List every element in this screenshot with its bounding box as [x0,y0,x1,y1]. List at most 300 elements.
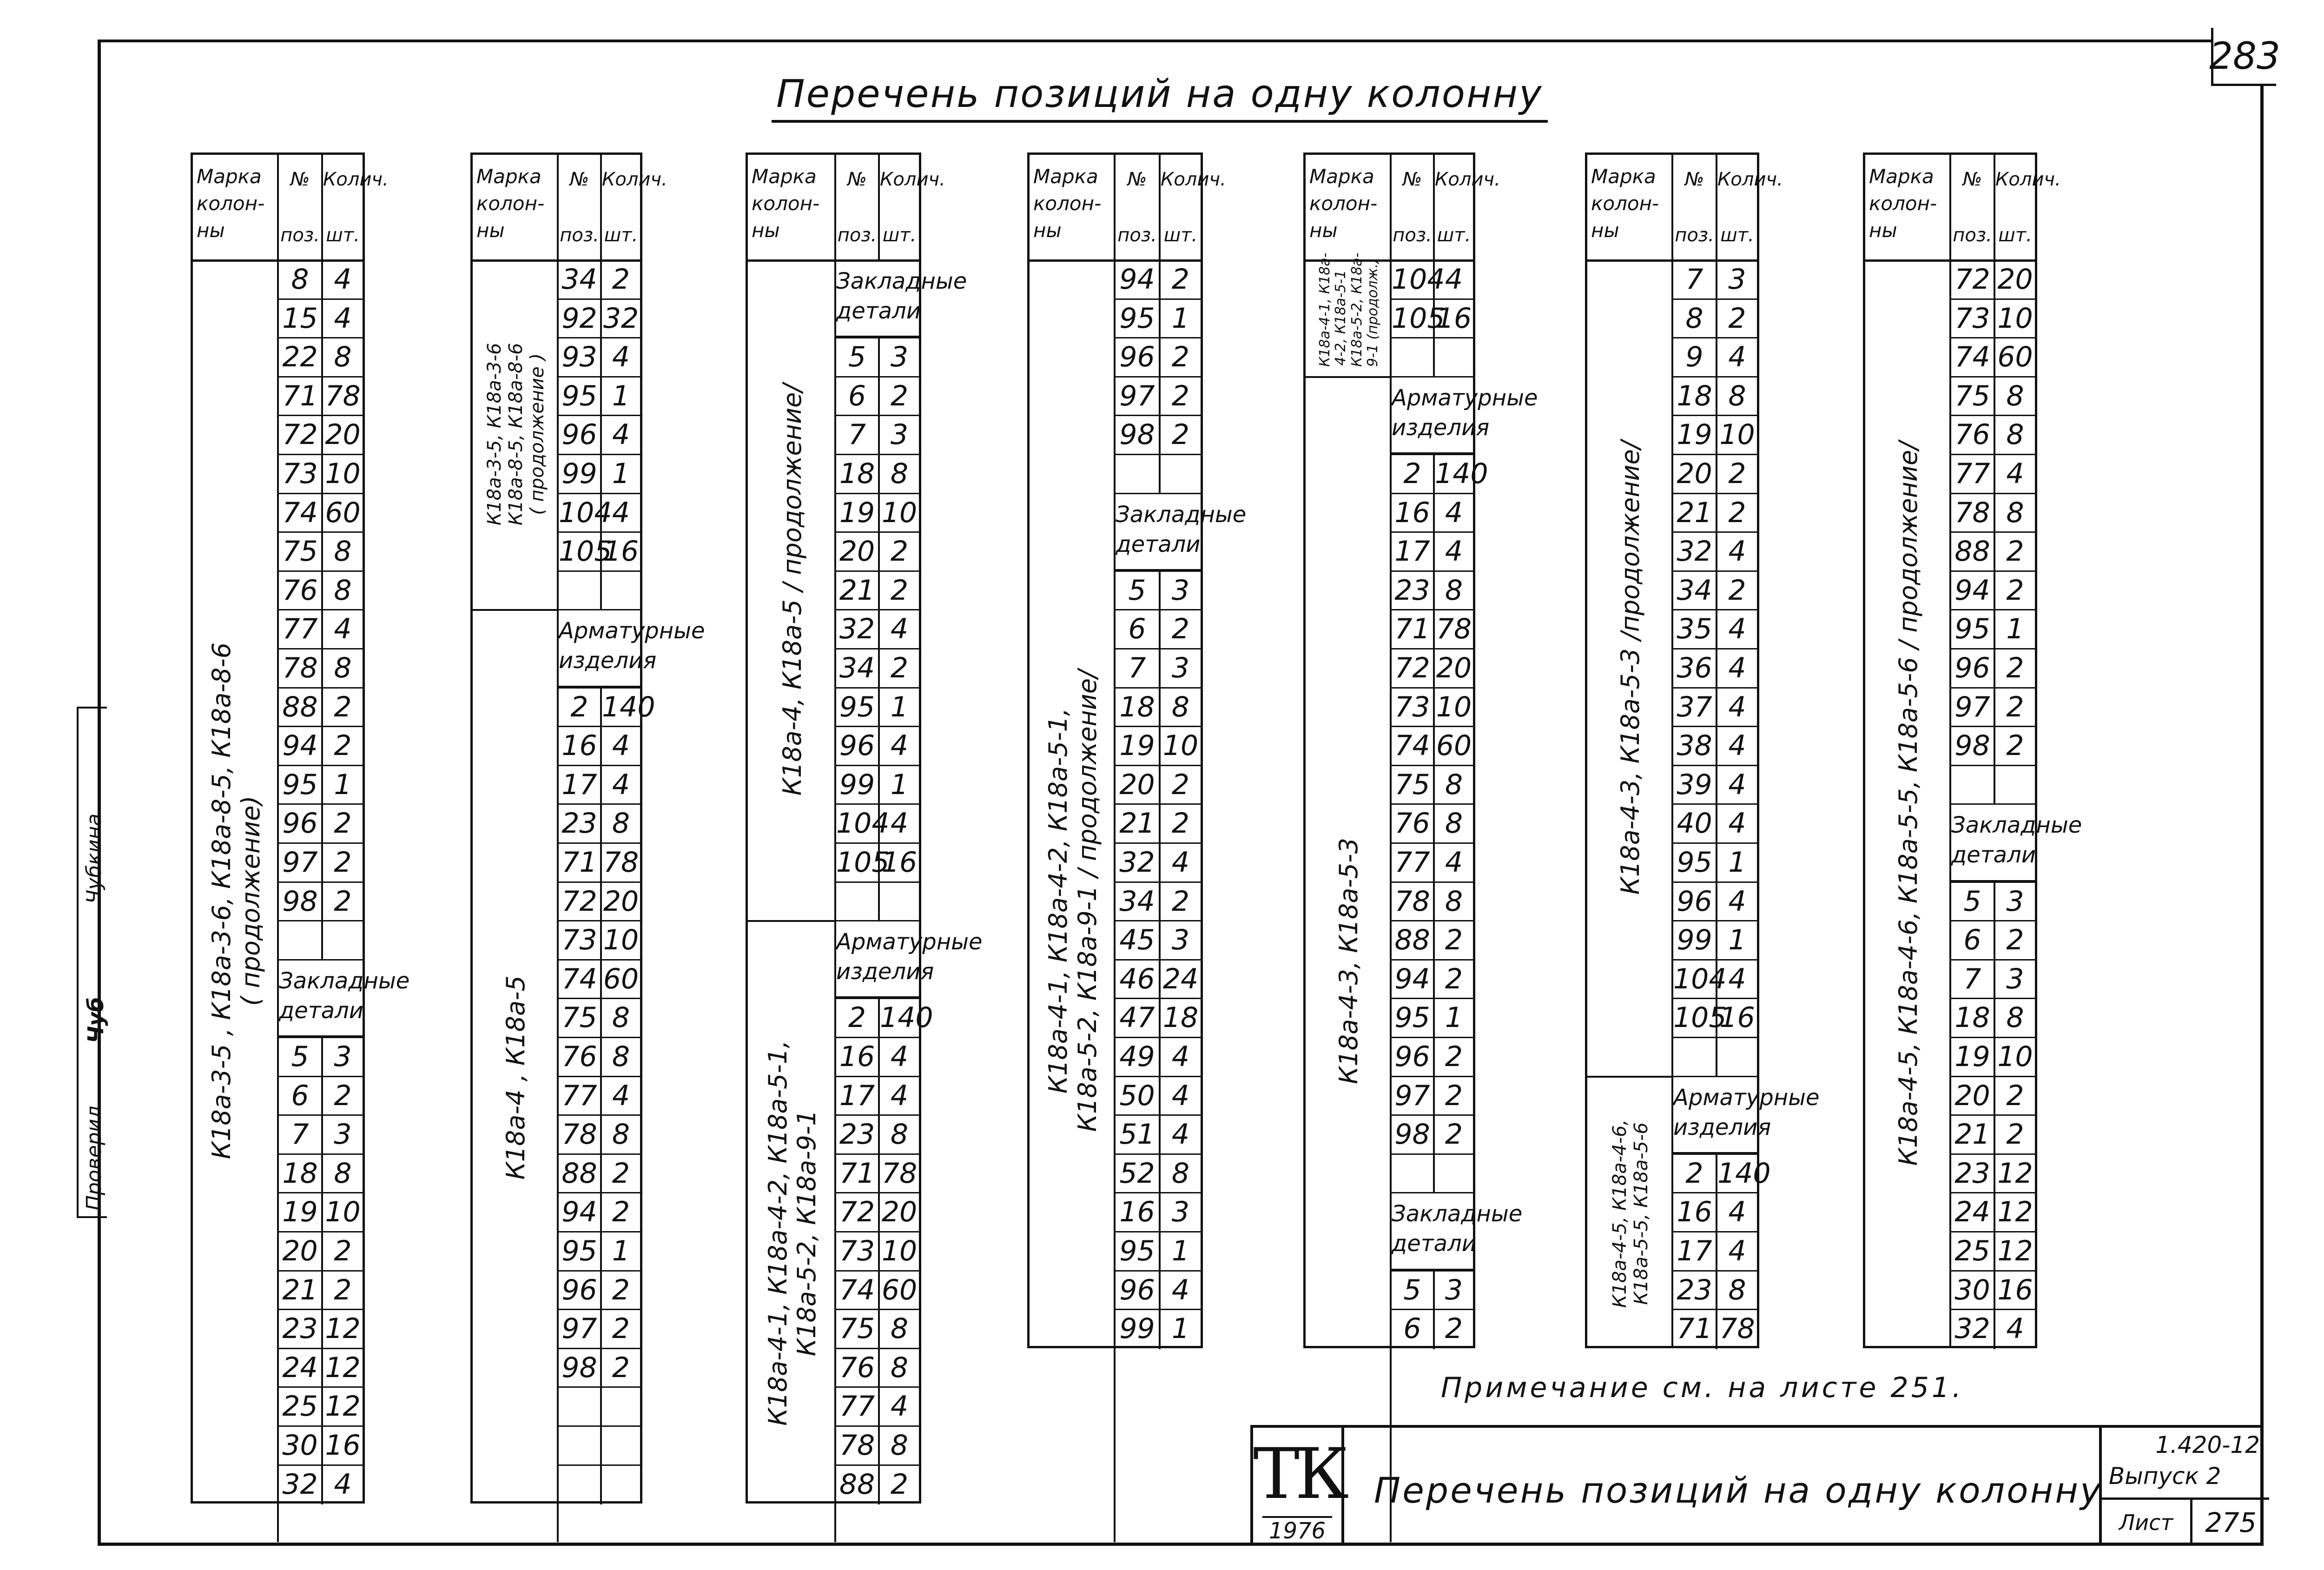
position-number: 76 [279,572,323,611]
table-row [1392,1309,1473,1348]
header-text: Колич. [1161,169,1226,190]
table-row [1951,493,2035,532]
position-number: 24 [279,1349,323,1388]
quantity: 8 [2006,496,2024,529]
position-number: 97 [1392,1077,1435,1116]
header-text: № [1402,169,1422,190]
table-row [1116,298,1201,338]
table-row [1116,415,1201,454]
table-row [1116,1270,1201,1309]
position-number: 73 [836,1232,880,1272]
quantity: 2 [334,846,352,879]
quantity: 20 [1997,263,2033,296]
header-mark [1587,155,1673,259]
header-text: Колич. [323,169,389,190]
quantity: 78 [1719,1312,1755,1345]
position-number: 6 [1392,1310,1435,1349]
quantity [1995,766,2035,805]
quantity: 4 [334,613,352,646]
position-number: 32 [1951,1310,1995,1349]
position-number: 88 [279,689,323,728]
quantity: 2 [1171,379,1190,412]
quantity: 2 [890,535,909,568]
column-mark-group [473,259,559,609]
position-number: 5 [836,338,880,378]
table-row [1673,609,1757,648]
position-number: 99 [836,766,880,805]
position-number: 105 [1392,300,1435,339]
table-row [1951,1309,2035,1348]
quantity: 4 [1445,496,1463,529]
position-number: 73 [559,921,602,961]
header-mark-text: колон- [1591,192,1659,215]
table-row [1951,1076,2035,1115]
position-number: 21 [1116,805,1161,844]
position-number: 78 [836,1427,880,1466]
table-row [836,687,919,726]
table-row [279,920,363,959]
position-number: 72 [279,416,323,455]
table-row [1116,959,1201,998]
table-row [559,1037,640,1076]
issue: Выпуск 2 [2109,1463,2221,1490]
quantity: 1 [2006,613,2024,646]
table-row [1116,687,1201,726]
quantity: 2 [1445,924,1463,957]
position-number: 97 [1951,689,1995,728]
table-row [1951,648,2035,687]
quantity: 8 [612,1040,630,1073]
table-row [559,920,640,959]
position-number: 6 [1951,921,1995,961]
position-table [470,152,705,1504]
table-row [1951,337,2035,376]
quantity: 3 [1171,652,1190,684]
quantity: 8 [1445,574,1463,607]
table-row [279,1464,363,1504]
position-number: 16 [559,727,602,766]
table-row [279,454,363,493]
position-number: 2 [836,999,880,1038]
column-mark-group [1306,376,1392,1542]
table-row [1116,881,1201,921]
column-mark-group [1030,259,1116,1542]
header-mark-text: Марка [197,165,262,188]
table-row [559,1153,640,1192]
quantity: 3 [1171,1196,1190,1229]
quantity: 140 [1435,457,1488,490]
position-number: 35 [1673,610,1717,649]
quantity: 1 [334,768,352,801]
quantity: 78 [881,1157,918,1190]
table-row [836,1192,919,1231]
position-number: 7 [836,416,880,455]
position-number: 52 [1116,1155,1161,1194]
table-row [836,415,919,454]
section-header-line: Закладные [1392,1201,1523,1227]
position-number: 95 [559,1232,602,1272]
table-row [559,1192,640,1231]
quantity: 2 [1728,574,1746,607]
quantity: 60 [1436,729,1472,762]
position-number: 6 [279,1077,323,1116]
quantity [323,921,363,961]
quantity: 12 [325,1351,361,1384]
quantity: 2 [1445,1079,1463,1112]
quantity: 4 [1445,846,1463,879]
quantity: 3 [334,1040,352,1073]
header-text: № [1684,169,1704,190]
quantity: 2 [334,885,352,918]
quantity: 140 [1717,1157,1771,1190]
quantity: 4 [612,496,630,529]
table-row [836,337,919,376]
quantity [880,883,919,922]
table-row [1116,454,1201,493]
table-row [1392,1153,1473,1192]
header-mark-text: Марка [1869,165,1934,188]
position-number: 76 [559,1038,602,1077]
header-mark-text: ны [1033,219,1062,242]
position-table [1303,152,1538,1348]
position-number: 21 [1673,494,1717,533]
column-mark-label: 9-1 (продолж.) [1365,258,1381,367]
quantity: 8 [2006,379,2024,412]
table-row [279,376,363,415]
header-pos [559,155,602,259]
table-row [1673,1270,1757,1309]
position-number: 104 [1673,961,1717,1000]
position-number: 5 [1392,1272,1435,1311]
position-number: 40 [1673,805,1717,844]
section-header-line: Закладные [1116,501,1247,528]
quantity: 20 [881,1196,918,1229]
header-mark [1030,155,1116,259]
quantity [1435,338,1473,378]
quantity: 8 [334,652,352,684]
quantity: 4 [890,1390,909,1423]
position-table [1027,152,1247,1348]
table-row [1392,454,1488,493]
quantity: 4 [1171,846,1190,879]
position-number: 30 [279,1427,323,1466]
position-number: 39 [1673,766,1717,805]
table-row [1116,765,1201,804]
column-mark-label: К18а-4-1, К18а- [1316,252,1333,367]
table-row [1392,881,1473,921]
quantity: 10 [1997,302,2033,335]
table-row [559,1270,640,1309]
quantity: 8 [1445,768,1463,801]
quantity: 2 [1171,885,1190,918]
table-row [559,1076,640,1115]
section-header-line: Арматурные [1392,384,1538,411]
table-row [1116,1231,1201,1270]
table-row [279,1425,363,1464]
header-qty [880,155,945,259]
quantity: 1 [890,768,909,801]
quantity: 4 [1728,807,1746,840]
position-number: 20 [1116,766,1161,805]
header-mark-text: ны [1309,219,1338,242]
column-mark-group [1587,1076,1673,1348]
quantity: 2 [1171,768,1190,801]
position-number: 6 [1116,610,1161,649]
quantity: 8 [1728,1273,1746,1306]
table-row [1673,415,1757,454]
table-row [559,493,640,532]
quantity: 8 [2006,1001,2024,1034]
position-number: 74 [1392,727,1435,766]
table-row [836,726,919,765]
position-number: 17 [836,1077,880,1116]
header-mark-text: Марка [1591,165,1656,188]
table-row [279,1309,363,1348]
quantity: 2 [1445,1118,1463,1151]
quantity [1161,455,1201,494]
position-number: 99 [1116,1310,1161,1349]
table-row [1673,998,1757,1037]
header-mark-text: колон- [1309,192,1378,215]
table-row [1673,959,1757,998]
table-row [836,376,919,415]
table-row [1951,726,2035,765]
quantity: 4 [612,418,630,451]
position-number: 96 [1951,649,1995,689]
quantity: 4 [1171,1040,1190,1073]
section-header [1116,493,1247,570]
quantity: 16 [1436,302,1472,335]
table-row [279,842,363,881]
quantity: 60 [325,496,361,529]
position-number: 94 [1116,261,1161,300]
table-row [1673,1192,1757,1231]
table-row [1392,259,1473,298]
header-pos [836,155,880,259]
quantity: 78 [1436,613,1472,646]
position-number: 94 [1951,572,1995,611]
table-row [1951,609,2035,648]
table-row [279,1114,363,1153]
position-number: 71 [279,378,323,417]
quantity: 4 [612,729,630,762]
quantity: 1 [612,457,630,490]
position-number: 21 [279,1272,323,1311]
position-number: 23 [836,1116,880,1155]
column-mark-label: К18а-4-3, К18а-5-3 [1334,837,1364,1084]
quantity: 2 [1171,263,1190,296]
table-row [836,1114,919,1153]
table-row [279,1386,363,1425]
header-mark-text: колон- [476,192,545,215]
table-row [1673,570,1757,609]
table-row [279,609,363,648]
position-number: 97 [1116,378,1161,417]
quantity: 8 [890,1429,909,1462]
position-number: 88 [1951,533,1995,572]
header-text: Колич. [880,169,945,190]
table-row [836,1231,919,1270]
header-text: поз. [1953,225,1992,246]
quantity: 1 [612,1235,630,1267]
quantity: 60 [603,962,639,995]
quantity: 2 [2006,535,2024,568]
side-stamp [77,707,107,1218]
position-number: 78 [1392,883,1435,922]
table-row [1673,765,1757,804]
quantity: 16 [1997,1273,2033,1306]
table-row [1673,920,1757,959]
quantity: 3 [2006,962,2024,995]
table-row [279,726,363,765]
position-table [191,152,410,1504]
quantity: 2 [1445,1312,1463,1345]
quantity: 3 [2006,885,2024,918]
position-number: 96 [836,727,880,766]
section-header-line: детали [1116,531,1201,557]
quantity [1435,1155,1473,1194]
position-number: 75 [559,999,602,1038]
column-mark-label: 4-2, К18а-5-1 [1333,270,1349,366]
position-number: 30 [1951,1272,1995,1311]
table-row [559,998,640,1037]
quantity [1717,1038,1757,1077]
quantity: 1 [1171,1235,1190,1267]
position-number: 95 [559,378,602,417]
table-row [1951,1231,2035,1270]
table-row [279,803,363,842]
position-number: 46 [1116,961,1161,1000]
position-number: 74 [836,1272,880,1311]
position-number: 23 [1951,1155,1995,1194]
quantity: 4 [2006,1312,2024,1345]
header-mark [473,155,559,259]
position-number: 18 [279,1155,323,1194]
document-code-box [2099,1428,2269,1546]
header-mark [748,155,836,259]
table-row [1951,454,2035,493]
table-row [1673,1231,1757,1270]
section-header [836,920,983,998]
position-number: 74 [559,961,602,1000]
column-mark-label: К18а-4, К18а-5 / продолжение/ [777,384,807,796]
table-row [836,842,919,881]
table-row [559,726,640,765]
quantity: 10 [325,457,361,490]
table-row [1116,920,1201,959]
checker-name: Чубкина [82,813,106,904]
section-header-line: детали [836,298,921,324]
position-number: 19 [836,494,880,533]
table-row [279,1270,363,1309]
header-qty [1995,155,2061,259]
quantity: 8 [890,457,909,490]
position-number [1673,1038,1717,1077]
table-row [1392,531,1473,570]
position-number: 96 [559,416,602,455]
position-number: 104 [836,805,880,844]
section-header [559,609,705,687]
quantity: 16 [603,535,639,568]
table-row [1392,842,1473,881]
table-row [1392,687,1473,726]
quantity: 2 [1171,613,1190,646]
table-row [279,493,363,532]
position-number: 23 [559,805,602,844]
quantity: 4 [334,1468,352,1501]
section-header [1392,376,1538,454]
quantity: 4 [1728,652,1746,684]
column-mark-group [748,920,836,1542]
quantity: 8 [1728,379,1746,412]
position-number [559,572,602,611]
position-number: 16 [1673,1193,1717,1232]
position-number: 32 [1116,844,1161,883]
table-row [1951,376,2035,415]
quantity: 2 [2006,1118,2024,1151]
position-number: 21 [1951,1116,1995,1155]
table-row [279,1348,363,1387]
title-block [1250,1425,2264,1546]
table-row [1951,415,2035,454]
position-number: 96 [279,805,323,844]
quantity: 4 [890,1040,909,1073]
position-number: 16 [1392,494,1435,533]
header-text: шт. [882,225,917,246]
position-number: 97 [279,844,323,883]
table-row [1116,376,1201,415]
quantity: 12 [1997,1235,2033,1267]
position-number: 7 [1951,961,1995,1000]
table-row [279,1037,363,1076]
table-row [836,1425,919,1464]
table-row [1116,609,1201,648]
column-mark-group [193,259,279,1542]
table-row [1392,298,1473,338]
table-row [1951,959,2035,998]
quantity: 60 [881,1273,918,1306]
quantity: 8 [612,1118,630,1151]
position-number: 50 [1116,1077,1161,1116]
title-block-title: Перечень позиций на одну колонну [1374,1470,2103,1511]
header-mark-text: ны [752,219,780,242]
quantity: 78 [325,379,361,412]
position-number: 75 [1951,378,1995,417]
quantity: 4 [890,729,909,762]
column-mark-label: К18а-3-5 , К18а-3-6, К18а-8-5, К18а-8-6 [207,642,237,1159]
quantity [602,1427,640,1466]
quantity: 60 [1997,341,2033,374]
quantity: 4 [1171,1273,1190,1306]
table-row [559,298,640,338]
position-number: 75 [1392,766,1435,805]
quantity: 3 [890,418,909,451]
position-number: 9 [1673,338,1717,378]
quantity: 4 [334,263,352,296]
table-row [1392,1270,1473,1309]
quantity: 16 [881,846,918,879]
header-text: поз. [560,225,599,246]
position-number: 96 [1116,1272,1161,1311]
position-number: 19 [1673,416,1717,455]
column-mark-label: К18а-8-5, К18а-8-6 [505,343,527,526]
quantity: 2 [2006,1079,2024,1112]
position-number: 34 [1673,572,1717,611]
header-mark-text: Марка [1033,165,1098,188]
table-row [1673,648,1757,687]
quantity: 2 [1171,418,1190,451]
header-text: Колич. [1435,169,1500,190]
